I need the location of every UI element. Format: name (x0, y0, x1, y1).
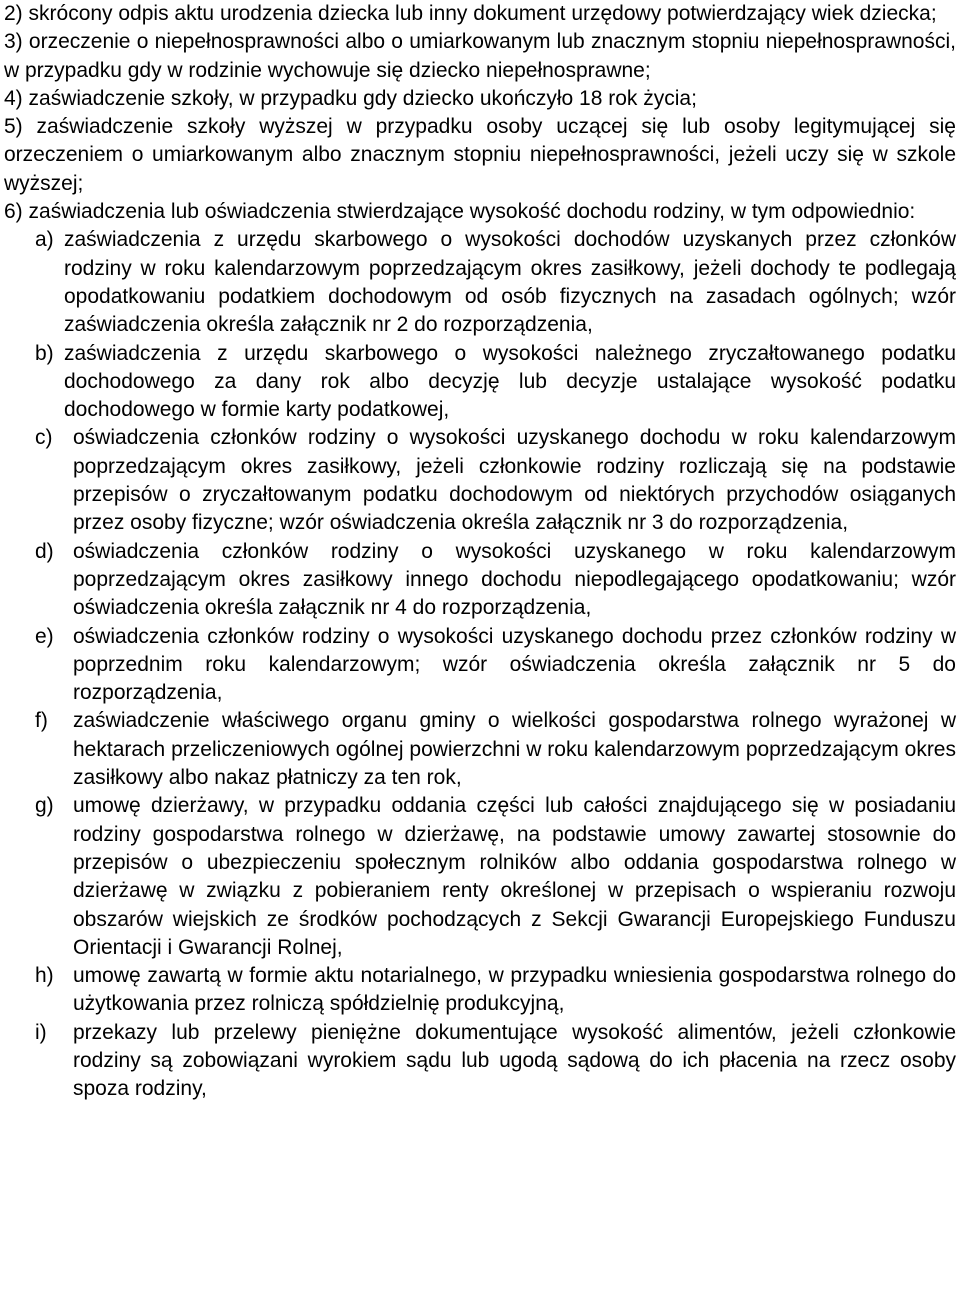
item-number: 4) (4, 86, 29, 110)
list-item (4, 85, 956, 113)
item-number: 3) (4, 30, 29, 54)
sub-item-text: oświadczenia członków rodziny o wysokości uzyskanego w roku kalendarzowym poprzedzającym okres zasiłkowy innego dochodu niepodlegającego opodatkowaniu; wzór oświadczenia określa załącznik nr 4 do rozporządzenia, (73, 539, 956, 620)
sub-list-item (35, 623, 956, 708)
sub-item-letter: i) (35, 1020, 47, 1044)
item-number: 6) (4, 200, 29, 224)
item-text: orzeczenie o niepełnosprawności albo o umiarkowanym lub znacznym stopniu niepełnosprawności, w przypadku gdy w rodzinie wychowuje się dziecko niepełnosprawne; (4, 30, 956, 82)
item-text: zaświadczenie szkoły, w przypadku gdy dziecko ukończyło 18 rok życia; (28, 86, 697, 110)
sub-item-letter: b) (35, 341, 54, 365)
item-text: zaświadczenia lub oświadczenia stwierdzające wysokość dochodu rodziny, w tym odpowiednio: (28, 200, 916, 224)
sub-item-letter: d) (35, 539, 54, 563)
sub-item-letter: h) (35, 964, 54, 988)
sub-list-item (35, 340, 956, 425)
sub-list-item (35, 226, 956, 339)
sub-list-item (35, 1019, 956, 1104)
sub-item-letter: a) (35, 228, 54, 252)
sub-item-text: przekazy lub przelewy pieniężne dokumentujące wysokość alimentów, jeżeli członkowie rodziny są zobowiązani wyrokiem sądu lub ugodą sądową do ich płacenia na rzecz osoby spoza rodziny, (73, 1020, 956, 1101)
sub-item-text: oświadczenia członków rodziny o wysokości uzyskanego dochodu w roku kalendarzowym poprzedzającym okres zasiłkowy, jeżeli członkowie rodziny rozliczają się na podstawie przepisów o zryczałtowanym podatku dochodowym od niektórych przychodów osiąganych przez osoby fizyczne; wzór oświadczenia określa załącznik nr 3 do rozporządzenia, (73, 426, 956, 535)
sub-list-item (35, 962, 956, 1019)
sub-item-text: umowę dzierżawy, w przypadku oddania części lub całości znajdującego się w posiadaniu rodziny gospodarstwa rolnego w dzierżawę, na podstawie umowy zawartej stosownie do przepisów o ubezpieczeniu społecznym rolników albo oddania gospodarstwa rolnego w dzierżawę w związku z pobieraniem renty określonej w przepisach o wspieraniu rozwoju obszarów wiejskich ze środków pochodzących z Sekcji Gwarancji Europejskiego Funduszu Orientacji i Gwarancji Rolnej, (73, 794, 956, 959)
item-number: 2) (4, 2, 29, 25)
list-item (4, 0, 956, 28)
sub-list-item (35, 792, 956, 962)
sub-item-letter: c) (35, 426, 53, 450)
list-item (4, 28, 956, 85)
sub-item-text: oświadczenia członków rodziny o wysokości uzyskanego dochodu przez członków rodziny w poprzednim roku kalendarzowym; wzór oświadczenia określa załącznik nr 5 do rozporządzenia, (73, 624, 956, 705)
item-text: skrócony odpis aktu urodzenia dziecka lub inny dokument urzędowy potwierdzający wiek dziecka; (28, 2, 937, 25)
sub-list-item (35, 538, 956, 623)
sub-item-letter: g) (35, 794, 54, 818)
sub-item-letter: f) (35, 709, 48, 733)
sub-list-item (35, 424, 956, 537)
sub-item-text: zaświadczenia z urzędu skarbowego o wysokości dochodów uzyskanych przez członków rodziny w roku kalendarzowym poprzedzającym okres zasiłkowy, jeżeli dochody te podlegają opodatkowaniu podatkiem dochodowym od osób fizycznych na zasadach ogólnych; wzór zaświadczenia określa załącznik nr 2 do rozporządzenia, (64, 228, 956, 337)
sub-list-item (35, 707, 956, 792)
item-number: 5) (4, 115, 37, 139)
sub-item-letter: e) (35, 624, 54, 648)
sub-item-text: zaświadczenia z urzędu skarbowego o wysokości należnego zryczałtowanego podatku dochodowego za dany rok albo decyzję lub decyzje ustalające wysokość podatku dochodowego w formie karty podatkowej, (64, 341, 956, 422)
sub-item-text: umowę zawartą w formie aktu notarialnego, w przypadku wniesienia gospodarstwa rolnego do użytkowania przez rolniczą spółdzielnię produkcyjną, (73, 964, 956, 1016)
list-item (4, 113, 956, 198)
item-text: zaświadczenie szkoły wyższej w przypadku osoby uczącej się lub osoby legitymującej się orzeczeniem o umiarkowanym albo znacznym stopniu niepełnosprawności, jeżeli uczy się w szkole wyższej; (4, 115, 956, 195)
sub-item-text: zaświadczenie właściwego organu gminy o wielkości gospodarstwa rolnego wyrażonej w hektarach przeliczeniowych ogólnej powierzchni w roku kalendarzowym poprzedzającym okres zasiłkowy albo nakaz płatniczy za ten rok, (73, 709, 956, 790)
list-item (4, 198, 956, 226)
